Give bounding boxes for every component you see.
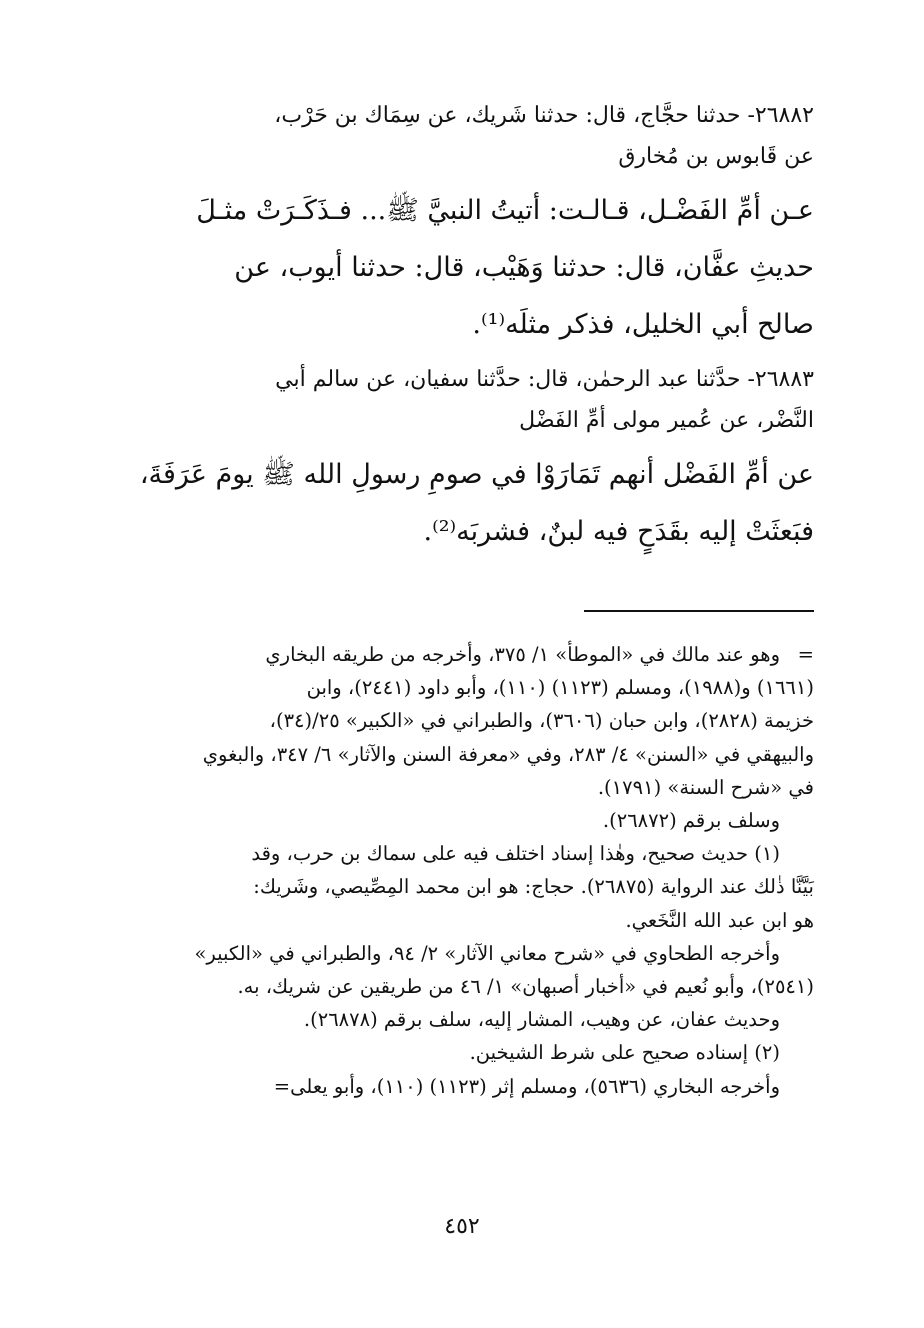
footnote-line: والبيهقي في «السنن» ٤/ ٢٨٣، وفي «معرفة السنن والآثار» ٦/ ٣٤٧، والبغوي bbox=[202, 742, 814, 766]
footnote-text: وهو عند مالك في «الموطأ» ١/ ٣٧٥، وأخرجه من طريقه البخاري bbox=[265, 643, 780, 666]
matn-line: عـن أمِّ الفَضْـل، قـالـت: أتيتُ النبيَّ ﷺ... فـذَكَـرَتْ مثـلَ bbox=[196, 195, 814, 226]
matn-line: صالح أبي الخليل، فذكر مثلَه⁽¹⁾. bbox=[472, 309, 814, 340]
chain-line: النَّضْر، عن عُمير مولى أمِّ الفَضْل bbox=[519, 408, 814, 433]
page-number: ٤٥٢ bbox=[444, 1214, 480, 1239]
footnote-line: (٢٥٤١)، وأبو نُعيم في «أخبار أصبهان» ١/ ٤٦ من طريقين عن شريك، به. bbox=[237, 975, 814, 999]
footnote-1 bbox=[82, 837, 814, 1036]
footnote-line: خزيمة (٢٨٢٨)، وابن حبان (٣٦٠٦)، والطبراني في «الكبير» ٢٥/(٣٤)، bbox=[269, 709, 814, 733]
footnote-line: (٢) إسناده صحيح على شرط الشيخين. bbox=[469, 1041, 780, 1065]
footnote-line: (١٦٦١) و(١٩٨٨)، ومسلم (١١٢٣) (١١٠)، وأبو داود (٢٤٤١)، وابن bbox=[306, 676, 814, 700]
matn-line: فبَعثَتْ إليه بقَدَحٍ فيه لبنٌ، فشربَه⁽²⁾. bbox=[423, 516, 814, 547]
chain-line: ٢٦٨٨٣- حدَّثنا عبد الرحمٰن، قال: حدَّثنا سفيان، عن سالم أبي bbox=[275, 367, 814, 392]
footnote-line: وسلف برقم (٢٦٨٧٢). bbox=[602, 809, 780, 833]
hadith-26882-chain bbox=[82, 95, 814, 177]
footnote-line: هو ابن عبد الله النَّخَعي. bbox=[625, 908, 814, 932]
hadith-26883-text bbox=[82, 446, 814, 560]
hadith-26883-chain bbox=[82, 359, 814, 441]
matn-line: حديثِ عفَّان، قال: حدثنا وَهَيْب، قال: حدثنا أيوب، عن bbox=[234, 252, 814, 283]
footnote-line: (١) حديث صحيح، وهٰذا إسناد اختلف فيه على سماك بن حرب، وقد bbox=[251, 842, 780, 866]
page-body bbox=[82, 95, 814, 1328]
continuation-mark: = bbox=[797, 643, 814, 666]
footnote-continuation bbox=[82, 638, 814, 837]
footnote-2 bbox=[82, 1036, 814, 1102]
footnote-line: في «شرح السنة» (١٧٩١). bbox=[597, 775, 814, 799]
footnote-line: بَيَّنَّا ذٰلك عند الرواية (٢٦٨٧٥). حجاج: هو ابن محمد المِصِّيصي، وشَريك: bbox=[253, 875, 814, 899]
footnote-line: وأخرجه الطحاوي في «شرح معاني الآثار» ٢/ ٩٤، والطبراني في «الكبير» bbox=[194, 941, 780, 965]
chain-line: عن قَابوس بن مُخارق bbox=[618, 144, 814, 169]
footnote-separator bbox=[584, 610, 814, 612]
footnote-line: وأخرجه البخاري (٥٦٣٦)، ومسلم إثر (١١٢٣) (١١٠)، وأبو يعلى= bbox=[273, 1074, 780, 1098]
footnotes bbox=[82, 638, 814, 1103]
footnote-line: وحديث عفان، عن وهيب، المشار إليه، سلف برقم (٢٦٨٧٨). bbox=[303, 1008, 780, 1032]
hadith-26882-text bbox=[82, 182, 814, 353]
chain-line: ٢٦٨٨٢- حدثنا حجَّاج، قال: حدثنا شَريك، عن سِمَاك بن حَرْب، bbox=[274, 103, 814, 128]
footnote-line bbox=[82, 638, 814, 671]
matn-line: عن أمِّ الفَضْل أنهم تَمَارَوْا في صومِ رسولِ الله ﷺ يومَ عَرَفَةَ، bbox=[139, 459, 814, 490]
